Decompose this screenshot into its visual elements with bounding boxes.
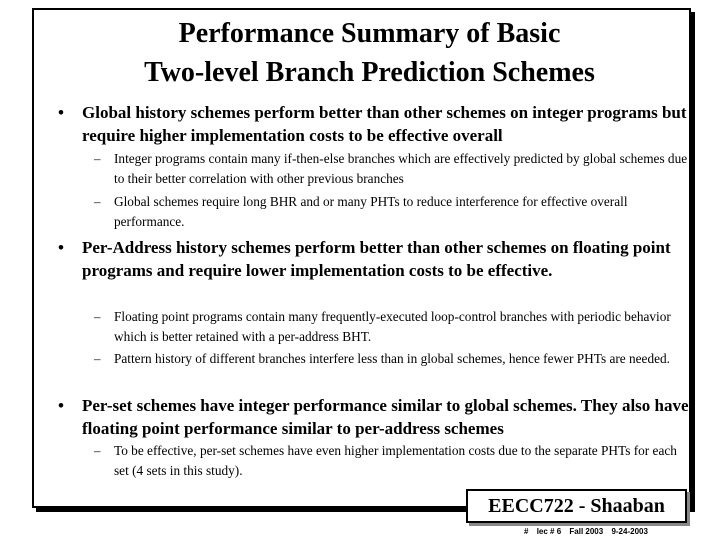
bullet-global-history: Global history schemes perform better than other schemes on integer programs but require higher implementation costs to be effective overall (82, 103, 687, 145)
title-line-2: Two-level Branch Prediction Schemes (144, 57, 595, 88)
dash-marker: – (94, 443, 101, 458)
dash-marker: – (94, 351, 101, 366)
bullet-marker: • (58, 103, 64, 122)
dash-marker: – (94, 194, 101, 209)
footer-lecture: lec # 6 (536, 527, 562, 536)
bullet-marker: • (58, 238, 64, 257)
subpoint-floating-point: Floating point programs contain many frequently-executed loop-control branches with periodic behavior which is better retained with a per-address BHT. (114, 309, 671, 344)
bullet-per-address: Per-Address history schemes perform better than other schemes on floating point programs and require lower implementation costs to be effective. (82, 238, 671, 280)
dash-marker: – (94, 309, 101, 324)
footer-date: 9-24-2003 (611, 527, 648, 536)
slide-title (32, 14, 707, 92)
bullet-marker: • (58, 396, 64, 415)
dash-marker: – (94, 151, 101, 166)
footer-term: Fall 2003 (569, 527, 604, 536)
subpoint-per-set-cost: To be effective, per-set schemes have even higher implementation costs due to the separate PHTs for each set (4 sets in this study). (114, 443, 677, 478)
subpoint-pattern-history: Pattern history of different branches interfere less than in global schemes, hence fewer PHTs are needed. (114, 351, 670, 366)
title-line-1: Performance Summary of Basic (178, 18, 561, 49)
subpoint-global-bhr: Global schemes require long BHR and or many PHTs to reduce interference for effective overall performance. (114, 194, 628, 229)
footer-slide-number: # (524, 527, 529, 536)
subpoint-integer-programs: Integer programs contain many if-then-else branches which are effectively predicted by global schemes due to their better correlation with other previous branches (114, 151, 688, 186)
bullet-per-set: Per-set schemes have integer performance similar to global schemes. They also have floating point performance similar to per-address schemes (82, 396, 689, 438)
footer-note (524, 526, 654, 538)
course-footer-box: EECC722 - Shaaban (466, 489, 687, 523)
